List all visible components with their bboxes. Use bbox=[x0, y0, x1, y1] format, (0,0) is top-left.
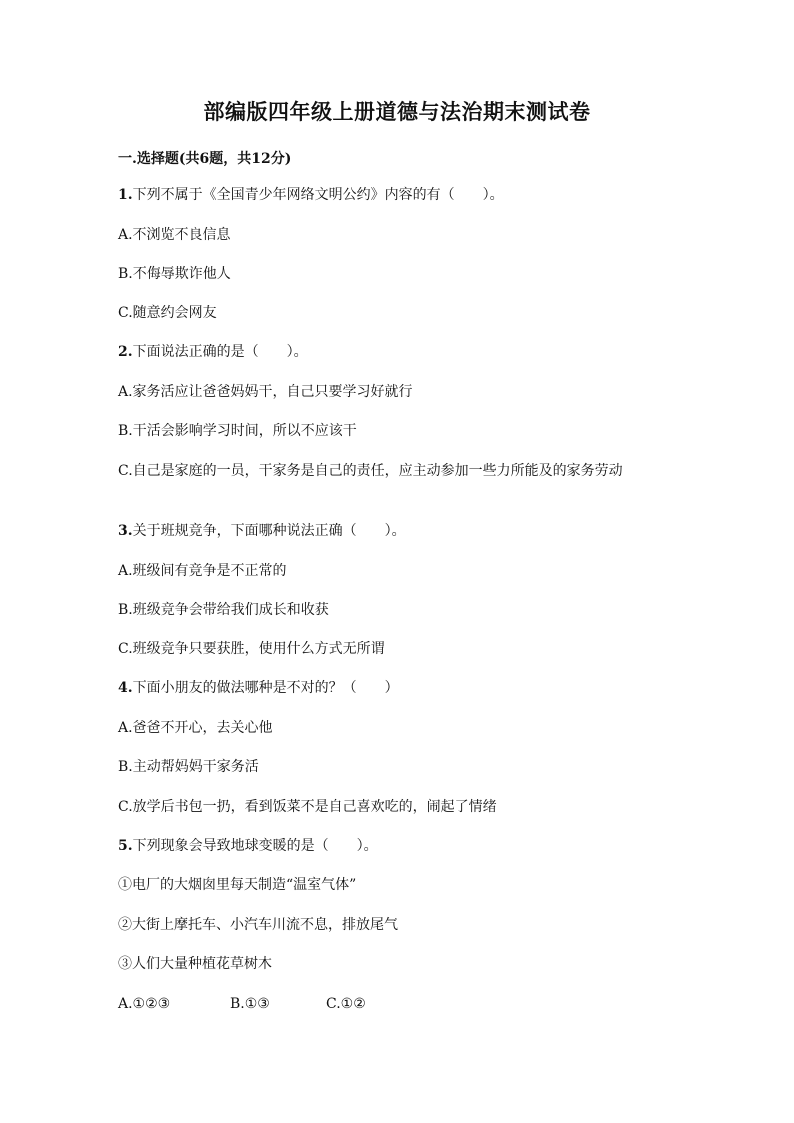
question-5-option-c: C.①② bbox=[326, 996, 366, 1012]
question-4-option-c: C.放学后书包一扔，看到饭菜不是自己喜欢吃的，闹起了情绪 bbox=[118, 799, 497, 815]
question-1-option-a: A.不浏览不良信息 bbox=[118, 227, 231, 243]
question-5-number: 5. bbox=[118, 838, 133, 854]
question-2-number: 2. bbox=[118, 344, 133, 360]
question-5-option-b: B.①③ bbox=[230, 996, 270, 1012]
exam-title: 部编版四年级上册道德与法治期末测试卷 bbox=[203, 99, 591, 124]
question-2-stem bbox=[118, 341, 308, 363]
question-1-option-b: B.不侮辱欺诈他人 bbox=[118, 266, 231, 282]
question-5-stem bbox=[118, 835, 378, 857]
question-2-text: 下面说法正确的是（ ）。 bbox=[132, 344, 308, 360]
question-3-text: 关于班规竞争，下面哪种说法正确（ ）。 bbox=[132, 523, 406, 539]
question-5-option-a: A.①②③ bbox=[118, 996, 171, 1012]
question-3-option-b: B.班级竞争会带给我们成长和收获 bbox=[118, 602, 329, 618]
question-4-option-a: A.爸爸不开心，去关心他 bbox=[118, 720, 273, 736]
question-1-stem bbox=[118, 184, 504, 206]
question-2-option-c: C.自己是家庭的一员，干家务是自己的责任，应主动参加一些力所能及的家务劳动 bbox=[118, 463, 623, 479]
question-1-text: 下列不属于《全国青少年网络文明公约》内容的有（ ）。 bbox=[132, 187, 504, 203]
question-3-number: 3. bbox=[118, 523, 133, 539]
question-4-number: 4. bbox=[118, 680, 133, 696]
question-2-option-a: A.家务活应让爸爸妈妈干，自己只要学习好就行 bbox=[118, 384, 413, 400]
question-5-statement-1: ①电厂的大烟囱里每天制造“温室气体” bbox=[118, 877, 357, 893]
question-4-stem bbox=[118, 677, 399, 699]
question-5-statement-3: ③人们大量种植花草树木 bbox=[118, 956, 272, 972]
question-3-stem bbox=[118, 520, 406, 542]
question-1-option-c: C.随意约会网友 bbox=[118, 305, 217, 321]
question-5-text: 下列现象会导致地球变暖的是（ ）。 bbox=[132, 838, 378, 854]
question-4-option-b: B.主动帮妈妈干家务活 bbox=[118, 759, 259, 775]
question-3-option-a: A.班级间有竞争是不正常的 bbox=[118, 563, 287, 579]
question-5-options bbox=[118, 993, 366, 1015]
question-3-option-c: C.班级竞争只要获胜，使用什么方式无所谓 bbox=[118, 641, 385, 657]
question-4-text: 下面小朋友的做法哪种是不对的？（ ） bbox=[132, 680, 399, 696]
question-1-number: 1. bbox=[118, 187, 133, 203]
question-5-statement-2: ②大街上摩托车、小汽车川流不息，排放尾气 bbox=[118, 917, 398, 933]
section-heading: 一.选择题(共6题，共12分) bbox=[118, 151, 292, 167]
question-2-option-b: B.干活会影响学习时间，所以不应该干 bbox=[118, 423, 357, 439]
